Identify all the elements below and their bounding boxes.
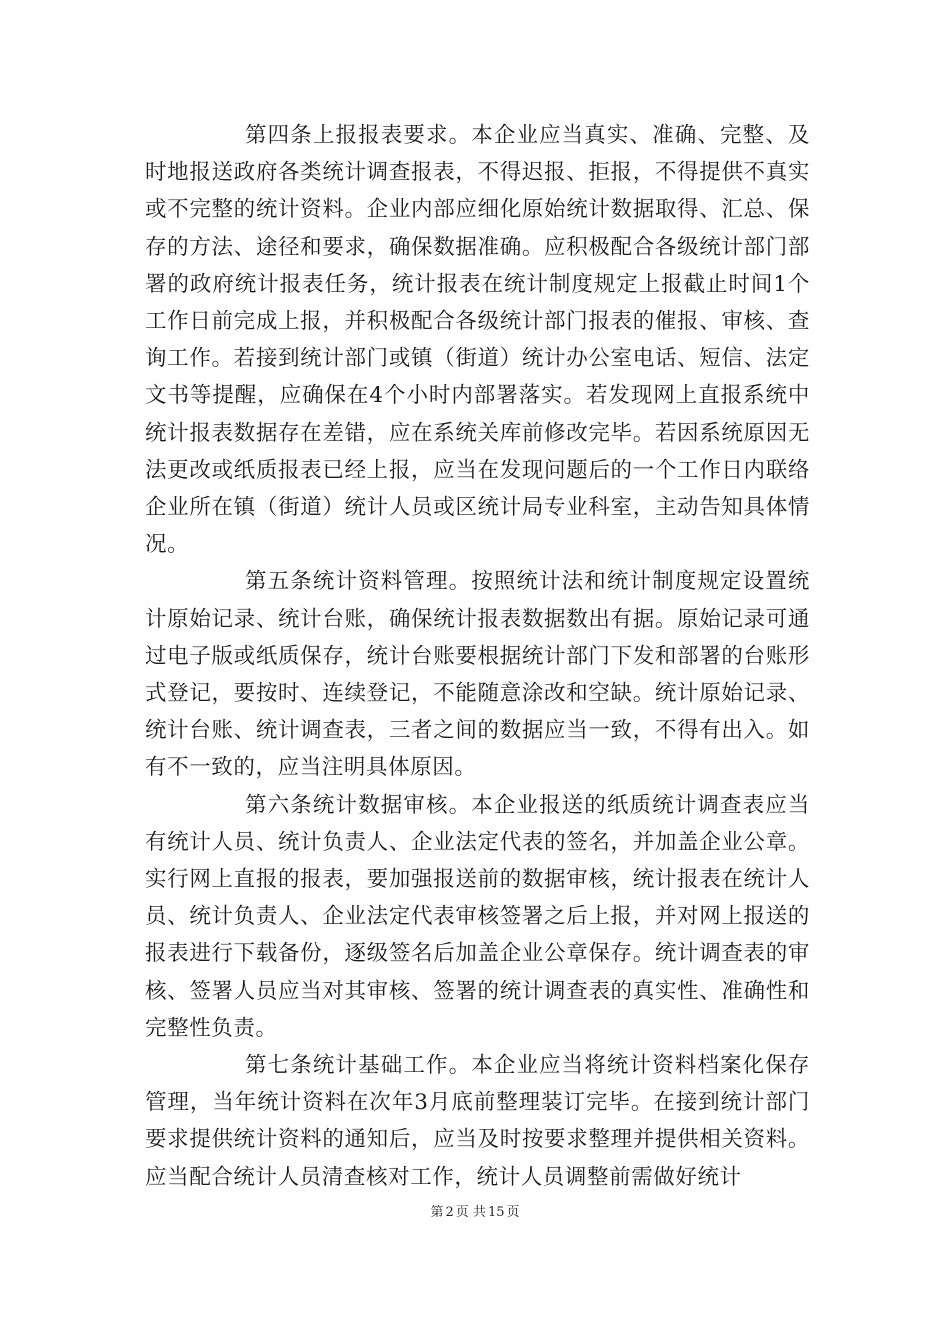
- footer-prefix: 第: [430, 1205, 444, 1220]
- footer-suffix: 页: [506, 1205, 520, 1220]
- total-pages-number: 15: [487, 1205, 505, 1220]
- current-page-number: 2: [445, 1205, 454, 1220]
- article-5-paragraph: 第五条统计资料管理。按照统计法和统计制度规定设置统计原始记录、统计台账，确保统计报表数据数出有据。原始记录可通过电子版或纸质保存，统计台账要根据统计部门下发和部署的台账形式登记，要按时、连续登记，不能随意涂改和空缺。统计原始记录、统计台账、统计调查表，三者之间的数据应当一致，不得有出入。如有不一致的，应当注明具体原因。: [145, 569, 810, 781]
- article-6-paragraph: 第六条统计数据审核。本企业报送的纸质统计调查表应当有统计人员、统计负责人、企业法定代表的签名，并加盖企业公章。实行网上直报的报表，要加强报送前的数据审核，统计报表在统计人员、统计负责人、企业法定代表审核签署之后上报，并对网上报送的报表进行下载备份，逐级签名后加盖企业公章保存。统计调查表的审核、签署人员应当对其审核、签署的统计调查表的真实性、准确性和完整性负责。: [145, 792, 810, 1041]
- footer-middle: 页 共: [455, 1205, 486, 1220]
- document-body: [145, 117, 810, 1196]
- article-4-paragraph: 第四条上报报表要求。本企业应当真实、准确、完整、及时地报送政府各类统计调查报表，不得迟报、拒报，不得提供不真实或不完整的统计资料。企业内部应细化原始统计数据取得、汇总、保存的方法、途径和要求，确保数据准确。应积极配合各级统计部门部署的政府统计报表任务，统计报表在统计制度规定上报截止时间1个工作日前完成上报，并积极配合各级统计部门报表的催报、审核、查询工作。若接到统计部门或镇（街道）统计办公室电话、短信、法定文书等提醒，应确保在4个小时内部署落实。若发现网上直报系统中统计报表数据存在差错，应在系统关库前修改完毕。若因系统原因无法更改或纸质报表已经上报，应当在发现问题后的一个工作日内联络企业所在镇（街道）统计人员或区统计局专业科室，主动告知具体情况。: [145, 123, 810, 558]
- page-footer: [0, 1205, 950, 1221]
- article-7-paragraph: 第七条统计基础工作。本企业应当将统计资料档案化保存管理，当年统计资料在次年3月底前整理装订完毕。在接到统计部门要求提供统计资料的通知后，应当及时按要求整理并提供相关资料。应当配合统计人员清查核对工作，统计人员调整前需做好统计: [145, 1053, 810, 1190]
